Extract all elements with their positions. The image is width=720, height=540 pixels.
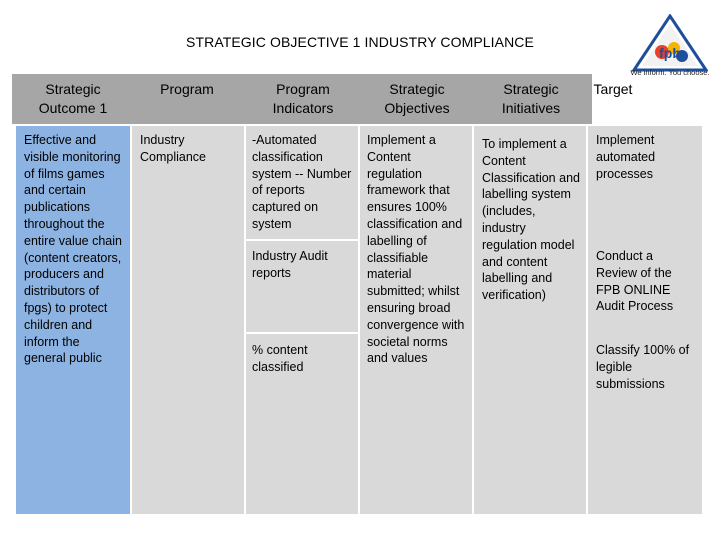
cell-program (132, 126, 244, 514)
header-strategic-objectives: Strategic Objectives (384, 81, 450, 116)
header-program: Program (160, 81, 214, 97)
header-strategic-initiatives: Strategic Initiatives (501, 81, 561, 116)
cell-strategic-objectives (360, 126, 472, 514)
program-text: Industry Compliance (140, 133, 207, 164)
indicator-content-classified: % content classified (252, 343, 308, 374)
svg-text:fpb: fpb (659, 45, 681, 61)
strategic-initiatives-text: To implement a Content Classification and labelling system (includes, industry regulation model and content labelling and verification) (482, 137, 580, 303)
indicator-automated-system: -Automated classification system -- Number of reports captured on system (252, 133, 352, 231)
slide-title: STRATEGIC OBJECTIVE 1 INDUSTRY COMPLIANCE (186, 34, 534, 50)
cell-target (588, 126, 702, 514)
cell-strategic-initiatives (474, 126, 586, 514)
fpb-logo-icon (630, 14, 708, 74)
cell-program-indicators (246, 126, 358, 514)
target-automated-processes: Implement automated processes (596, 133, 656, 181)
target-audit-review: Conduct a Review of the FPB ONLINE Audit Process (596, 249, 674, 314)
indicator-divider (246, 239, 358, 241)
strategic-objectives-text: Implement a Content regulation framework that ensures 100% classification and labelling of classifiable material submitted; whilst ensuring broad convergence with societal norms and values (367, 133, 465, 366)
header-strategic-outcome: Strategic Outcome 1 (38, 81, 108, 116)
strategic-outcome-text: Effective and visible monitoring of films games and certain publications throughout the entire value chain (content creators, producers and distributors of fpgs) to protect children and inform the general public (24, 133, 122, 366)
header-target: Target (593, 81, 633, 97)
target-classify-submissions: Classify 100% of legible submissions (596, 343, 690, 391)
logo-tagline: We inform. You choose. (630, 68, 710, 77)
cell-strategic-outcome (16, 126, 130, 514)
header-program-indicators: Program Indicators (272, 81, 334, 116)
indicator-divider (246, 332, 358, 334)
indicator-audit-reports: Industry Audit reports (252, 249, 328, 280)
